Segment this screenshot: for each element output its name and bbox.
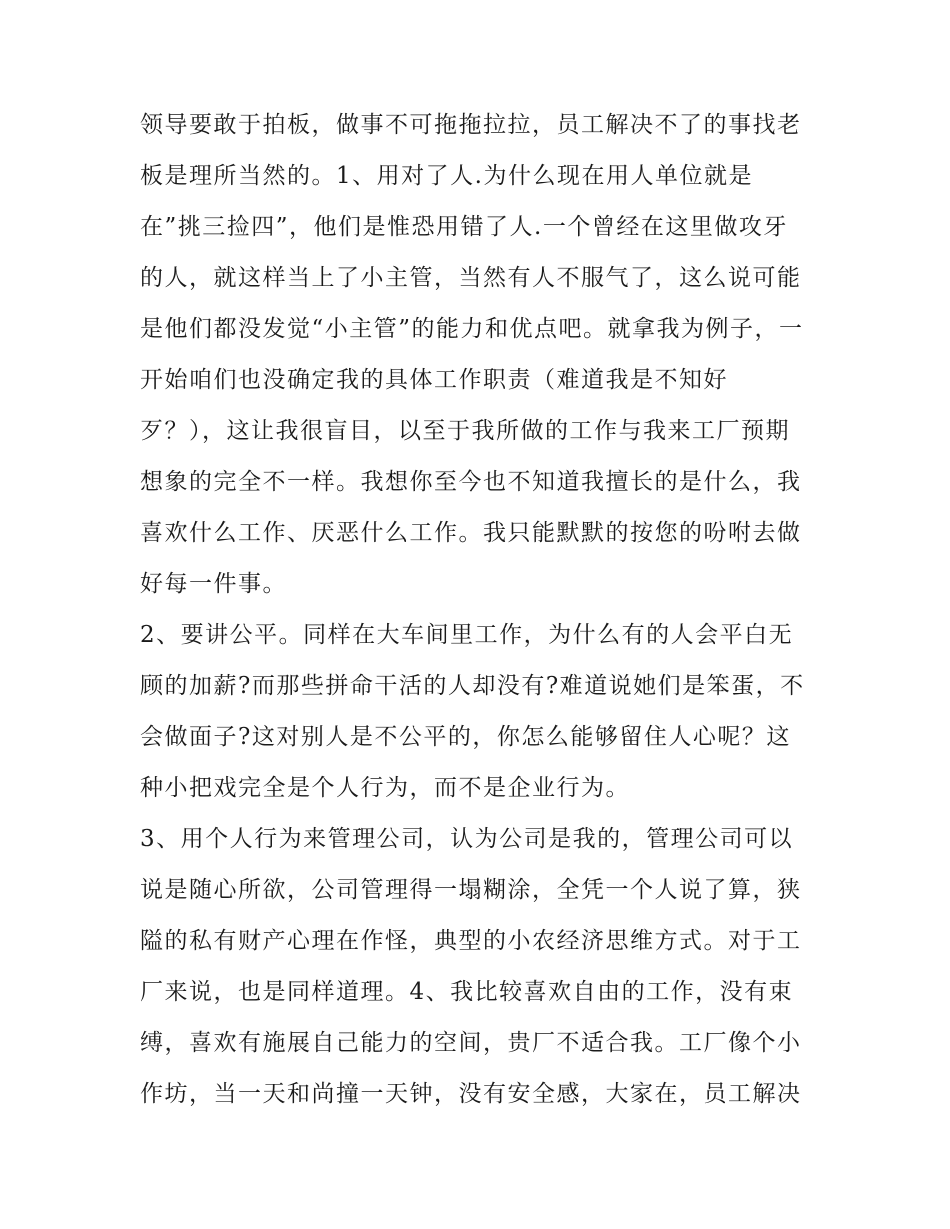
text-line: 想象的完全不一样。我想你至今也不知道我擅长的是什么，我 [140,469,802,495]
text-line: 种小把戏完全是个人行为，而不是企业行为。 [140,775,630,801]
text-line: 领导要敢于拍板，做事不可拖拖拉拉，员工解决不了的事找老 [140,112,802,138]
text-line: 作坊，当一天和尚撞一天钟，没有安全感，大家在，员工解决 [140,1081,802,1107]
text-line: 板是理所当然的。1、用对了人.为什么现在用人单位就是 [140,163,753,189]
text-line: 说是随心所欲，公司管理得一塌糊涂，全凭一个人说了算，狭 [140,877,802,903]
text-line: 的人，就这样当上了小主管，当然有人不服气了，这么说可能 [140,265,802,291]
text-line: 厂来说，也是同样道理。4、我比较喜欢自由的工作，没有束 [140,979,794,1005]
text-line: 是他们都没发觉“小主管”的能力和优点吧。就拿我为例子，一 [140,316,804,342]
text-line: 歹？），这让我很盲目，以至于我所做的工作与我来工厂预期 [140,418,790,444]
text-line: 在”挑三捡四”，他们是惟恐用错了人.一个曾经在这里做攻牙 [140,214,788,240]
text-line: 隘的私有财产心理在作怪，典型的小农经济思维方式。对于工 [140,928,802,954]
body-text [140,100,830,1120]
text-line: 2、要讲公平。同样在大车间里工作，为什么有的人会平白无 [140,622,794,648]
text-line: 3、用个人行为来管理公司，认为公司是我的，管理公司可以 [140,826,794,852]
text-line: 顾的加薪?而那些拼命干活的人却没有?难道说她们是笨蛋，不 [140,673,805,699]
text-line: 开始咱们也没确定我的具体工作职责（难道我是不知好 [140,367,728,393]
text-line: 缚，喜欢有施展自己能力的空间，贵厂不适合我。工厂像个小 [140,1030,802,1056]
text-line: 喜欢什么工作、厌恶什么工作。我只能默默的按您的吩咐去做 [140,520,802,546]
text-line: 好每一件事。 [140,571,287,597]
text-line: 会做面子?这对别人是不公平的，你怎么能够留住人心呢？这 [140,724,791,750]
